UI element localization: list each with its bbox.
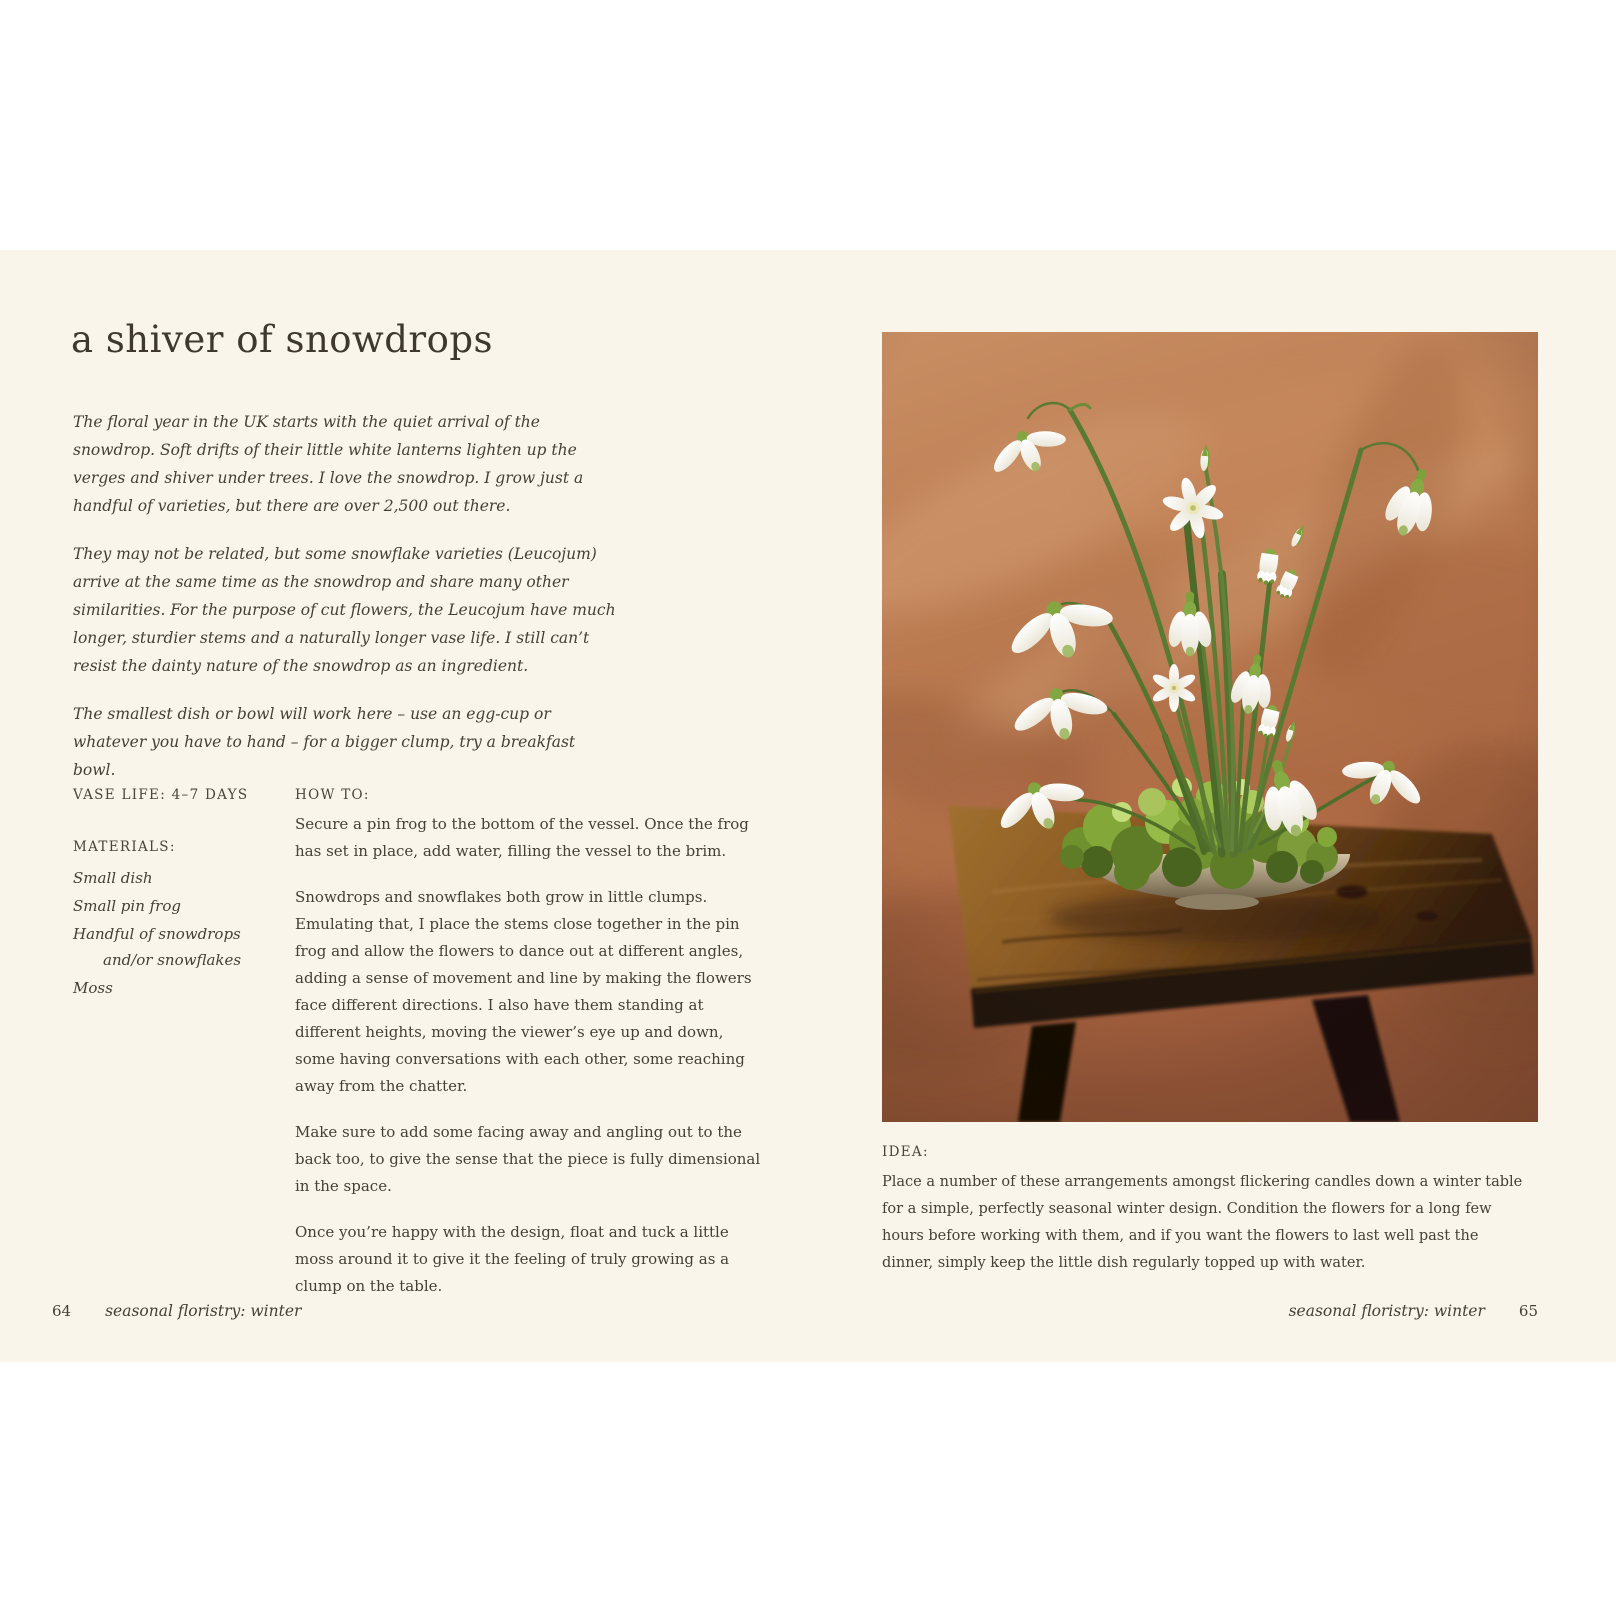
intro-paragraph-2: They may not be related, but some snowflake varieties (Leucojum) arrive at the same time as the snowdrop and share many other similarities. For the purpose of cut flowers, the Leucojum have much longer, sturdier stems and a naturally longer vase life. I still can’t resist the dainty nature of the snowdrop as an ingredient. <box>73 545 616 675</box>
running-title-right: seasonal floristry: winter <box>1288 1302 1485 1320</box>
idea-text: Place a number of these arrangements amongst flickering candles down a winter table for a simple, perfectly seasonal winter design. Condition the flowers for a long few hours before working with them, and if you want the flowers to last well past the dinner, simply keep the little dish regularly topped up with water. <box>882 1174 1523 1271</box>
idea-block <box>882 1144 1534 1277</box>
materials-list <box>73 865 291 1001</box>
how-to-paragraph-1: Secure a pin frog to the bottom of the vessel. Once the frog has set in place, add water, filling the vessel to the brim. <box>295 815 749 860</box>
page-number-left: 64 <box>52 1302 72 1320</box>
materials-column <box>73 787 291 1003</box>
intro-text <box>73 408 621 804</box>
materials-item: Handful of snowdrops and/or snowflakes <box>73 925 242 969</box>
snowdrops-photo-illustration <box>882 332 1538 1122</box>
how-to-paragraph-4: Once you’re happy with the design, float and tuck a little moss around it to give it the feeling of truly growing as a clump on the table. <box>295 1223 730 1295</box>
idea-label: IDEA: <box>882 1144 929 1160</box>
vase-life-label: VASE LIFE: 4–7 DAYS <box>73 787 249 803</box>
running-title-left: seasonal floristry: winter <box>105 1302 302 1320</box>
intro-paragraph-1: The floral year in the UK starts with the quiet arrival of the snowdrop. Soft drifts of their little white lanterns lighten up the verges and shiver under trees. I love the snowdrop. I grow just a handful of varieties, but there are over 2,500 out there. <box>73 413 584 515</box>
how-to-paragraph-3: Make sure to add some facing away and angling out to the back too, to give the sense that the piece is fully dimensional in the space. <box>295 1123 761 1195</box>
materials-item: Small dish <box>73 869 153 887</box>
page-title: a shiver of snowdrops <box>71 318 494 361</box>
materials-item: Small pin frog <box>73 897 181 915</box>
page-background <box>0 250 1616 1362</box>
how-to-label: HOW TO: <box>295 787 370 803</box>
footer-left <box>52 1302 301 1320</box>
page-number-right: 65 <box>1518 1302 1538 1320</box>
how-to-paragraph-2: Snowdrops and snowflakes both grow in little clumps. Emulating that, I place the stems close together in the pin frog and allow the flowers to dance out at different angles, adding a sense of movement and line by making the flowers face different directions. I also have them standing at different heights, moving the viewer’s eye up and down, some having conversations with each other, some reaching away from the chatter. <box>295 888 752 1095</box>
materials-item: Moss <box>73 979 113 997</box>
snowdrops-photo <box>882 332 1538 1122</box>
how-to-column <box>295 787 765 1319</box>
footer-right <box>1289 1302 1538 1320</box>
intro-paragraph-3: The smallest dish or bowl will work here – use an egg-cup or whatever you have to hand – for a bigger clump, try a breakfast bowl. <box>73 705 576 779</box>
materials-label: MATERIALS: <box>73 839 176 855</box>
